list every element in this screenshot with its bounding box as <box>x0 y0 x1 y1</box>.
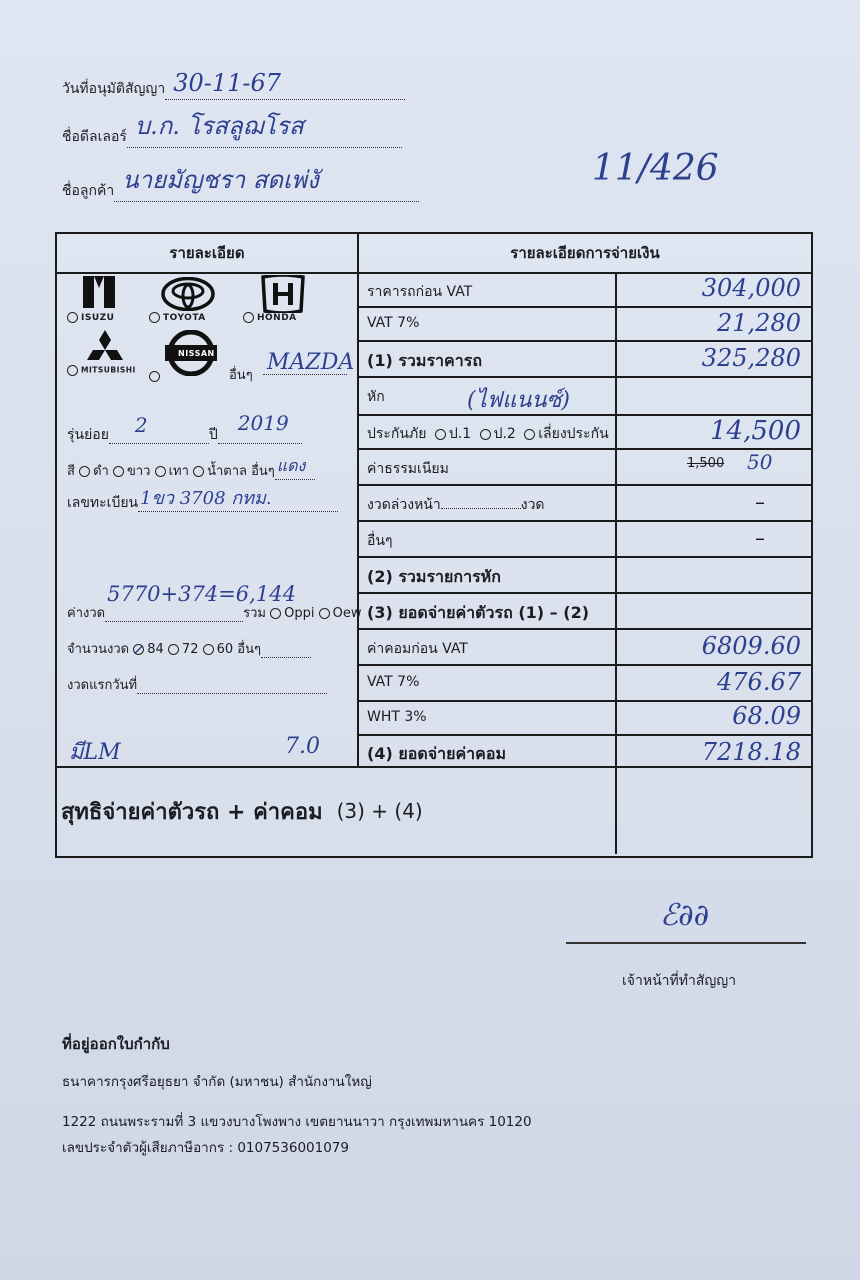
approval-date-field <box>62 69 405 100</box>
amount-vat-2: 476.67 <box>717 668 801 696</box>
mitsubishi-radio[interactable] <box>67 365 78 376</box>
oew-radio[interactable] <box>319 608 330 619</box>
signature-role: เจ้าหน้าที่ทำสัญญา <box>622 973 737 989</box>
nissan-radio[interactable] <box>149 371 160 382</box>
count-60-radio[interactable] <box>203 644 214 655</box>
ins-avoid-radio[interactable] <box>524 429 535 440</box>
reference-note: 11/426 <box>592 148 719 189</box>
honda-radio[interactable] <box>243 312 254 323</box>
isuzu-logo-icon <box>81 276 117 312</box>
net-total-label: สุทธิจ่ายค่าตัวรถ + ค่าคอม <box>61 799 323 825</box>
amount-advance: – <box>755 490 765 514</box>
amount-price-before-vat: 304,000 <box>701 274 801 302</box>
dealer-value: บ.ก. โรสลูฌโรส <box>134 112 304 140</box>
net-total-row <box>57 768 615 854</box>
amount-wht: 68.09 <box>732 702 801 730</box>
brand-other-value: MAZDA <box>267 350 355 375</box>
installment-row: ค่างวด 5770+374=6,144 รวม Oppi Oew <box>67 582 362 621</box>
plate-row: เลขทะเบียน 1ขว 3708 กทม. <box>67 492 338 514</box>
details-table: รายละเอียด รายละเอียดการจ่ายเงิน ราคารถก่อน VAT VAT 7% (1) รวมราคารถ หัก (ไฟแนนซ์) ประกันภัย ป.1 ป.2 เลี่ยงประกัน ค่าธรรมเนียม งวดล่วงหน้า งวด อื่นๆ (2) รวมรายการหัก (3) ยอดจ่ายค่าตัวรถ (1) – (2) ค่าคอมก่อน VAT VAT 7% WHT 3% (4) ยอดจ่ายค่าคอม 304,000 21,280 325,280 14,500 1,500 50 – – 6809.60 476.67 68.09 7218.18 ISUZU TOYOTA HONDA MITSUBISHI NISSAN อื่นๆ MAZDA รุ่นย่อย 2 ปี 2019 สี ดำ ขาว เทา น้ำตาล อื่นๆ แดง เลขทะเบียน 1ขว 3708 กทม. ค่างวด 5770+374=6,144 รวม Oppi Oew จำนวนงวด 84 72 60 อื่นๆ งวดแรกวันที่ มีLM 7.0 สุทธิจ่ายค่าตัวรถ + ค่าคอม (3) + (4) <box>55 232 813 858</box>
color-brown-radio[interactable] <box>193 466 204 477</box>
row-vat-2: VAT 7% <box>367 674 420 690</box>
ins-p2-radio[interactable] <box>480 429 491 440</box>
isuzu-radio[interactable] <box>67 312 78 323</box>
row-advance: งวดล่วงหน้า งวด <box>367 497 545 513</box>
row-comm-before-vat: ค่าคอมก่อน VAT <box>367 641 468 657</box>
row-fee: ค่าธรรมเนียม <box>367 461 449 477</box>
amount-other: – <box>755 526 765 550</box>
row-wht: WHT 3% <box>367 709 427 725</box>
row-deduct: หัก <box>367 389 385 405</box>
row-pay-car: (3) ยอดจ่ายค่าตัวรถ (1) – (2) <box>367 603 590 622</box>
row-total-deduct: (2) รวมรายการหัก <box>367 567 501 586</box>
row-vat-1: VAT 7% <box>367 315 420 331</box>
footer-line-1: ธนาคารกรุงศรีอยุธยา จำกัด (มหาชน) สำนักงานใหญ่ <box>62 1074 372 1090</box>
note-right: 7.0 <box>285 734 320 759</box>
right-header: รายละเอียดการจ่ายเงิน <box>510 244 660 262</box>
color-gray-radio[interactable] <box>155 466 166 477</box>
amount-fee-hand: 50 <box>747 450 773 474</box>
toyota-radio[interactable] <box>149 312 160 323</box>
amount-fee-printed: 1,500 <box>687 456 725 471</box>
signature-line <box>566 942 806 944</box>
deduct-note: (ไฟแนนซ์) <box>467 388 570 413</box>
customer-label: ชื่อลูกค้า <box>62 183 115 199</box>
amount-total-car: 325,280 <box>701 344 801 372</box>
approval-date-value: 30-11-67 <box>173 69 282 97</box>
left-header: รายละเอียด <box>169 244 245 262</box>
footer-line-2: 1222 ถนนพระรามที่ 3 แขวงบางโพงพาง เขตยานนาวา กรุงเทพมหานคร 10120 <box>62 1114 532 1130</box>
row-insurance: ประกันภัย ป.1 ป.2 เลี่ยงประกัน <box>367 426 609 442</box>
count-72-radio[interactable] <box>168 644 179 655</box>
count-84-radio[interactable] <box>133 644 144 655</box>
amount-pay-comm: 7218.18 <box>701 738 801 766</box>
ins-p1-radio[interactable] <box>435 429 446 440</box>
installment-count-row: จำนวนงวด 84 72 60 อื่นๆ <box>67 638 311 659</box>
mitsubishi-logo-icon <box>85 330 125 368</box>
amount-vat-1: 21,280 <box>717 309 801 337</box>
footer-title: ที่อยู่ออกใบกำกับ <box>62 1035 170 1053</box>
first-date-row: งวดแรกวันที่ <box>67 674 327 695</box>
net-total-formula: (3) + (4) <box>336 799 423 823</box>
color-white-radio[interactable] <box>113 466 124 477</box>
approval-date-label: วันที่อนุมัติสัญญา <box>62 81 166 97</box>
oppi-radio[interactable] <box>270 608 281 619</box>
note-left: มีLM <box>69 740 121 765</box>
row-pay-comm: (4) ยอดจ่ายค่าคอม <box>367 744 506 763</box>
dealer-field <box>62 112 402 148</box>
honda-logo-icon <box>259 275 307 317</box>
customer-field <box>62 166 419 202</box>
row-other: อื่นๆ <box>367 533 393 549</box>
model-year-row: รุ่นย่อย 2 ปี 2019 <box>67 424 302 446</box>
toyota-logo-icon <box>161 277 215 315</box>
footer-line-3: เลขประจำตัวผู้เสียภาษีอากร : 0107536001079 <box>62 1140 349 1156</box>
customer-value: นายมัญชรา สดเพ่งั <box>122 166 319 194</box>
amount-insurance: 14,500 <box>710 416 801 446</box>
color-black-radio[interactable] <box>79 466 90 477</box>
row-total-car: (1) รวมราคารถ <box>367 351 482 370</box>
color-row: สี ดำ ขาว เทา น้ำตาล อื่นๆ แดง <box>67 460 315 481</box>
row-price-before-vat: ราคารถก่อน VAT <box>367 284 473 300</box>
brand-other-label: อื่นๆ <box>229 368 253 383</box>
dealer-label: ชื่อดีลเลอร์ <box>62 129 127 145</box>
signature-mark: ℰ∂∂ <box>660 898 710 933</box>
amount-comm-before-vat: 6809.60 <box>701 632 801 660</box>
